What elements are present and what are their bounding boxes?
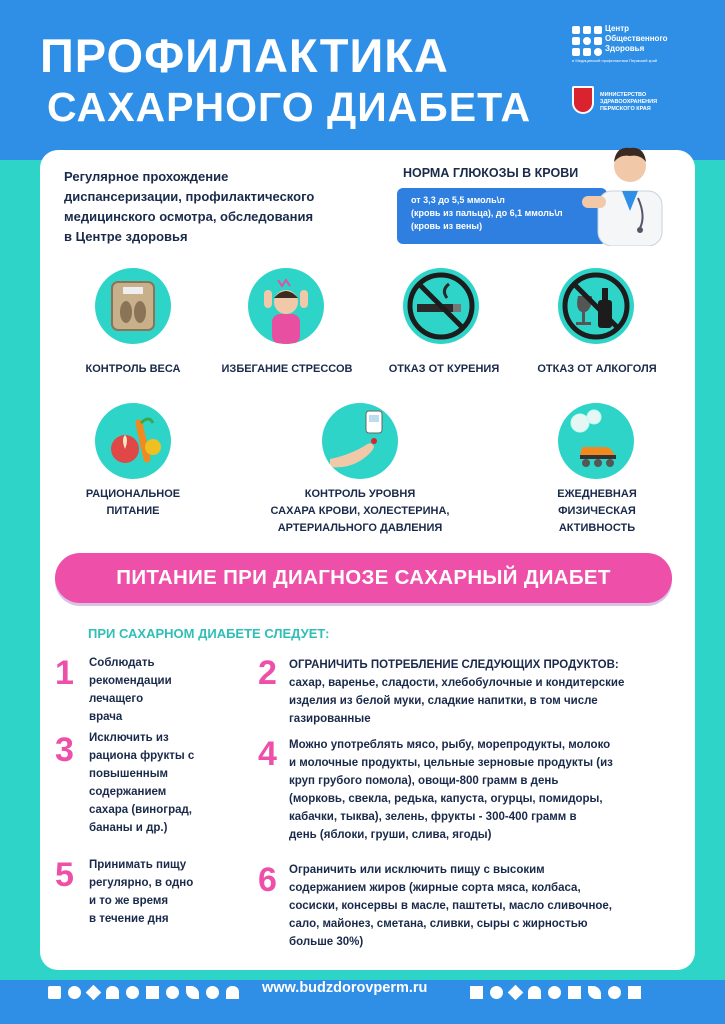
logo-center-line3: Здоровья	[605, 44, 645, 53]
list-item	[289, 656, 679, 728]
intro-line: диспансеризации, профилактического	[64, 189, 315, 204]
item-line: (морковь, свекла, редька, капуста, огурцы, помидоры,	[289, 793, 603, 805]
glucose-line: (кровь из пальца), до 6,1 ммоль\л	[411, 208, 563, 218]
list-item	[89, 654, 219, 726]
item-line: содержанием	[89, 786, 167, 798]
footer-website-link[interactable]: www.budzdorovperm.ru	[262, 980, 428, 996]
measure-label-weight: КОНТРОЛЬ ВЕСА	[85, 363, 181, 375]
glucometer-icon	[322, 403, 398, 479]
item-line: больше 30%)	[289, 936, 364, 948]
item-line: рекомендации	[89, 675, 172, 687]
item-line: повышенным	[89, 768, 169, 780]
item-line: Можно употреблять мясо, рыбу, морепродукты, молоко	[289, 739, 611, 751]
item-line: круп грубого помола), овощи-800 грамм в день	[289, 775, 559, 787]
item-line: Исключить из	[89, 732, 169, 744]
logo-center-line2: Общественного	[605, 34, 668, 43]
measure-label-line: АРТЕРИАЛЬНОГО ДАВЛЕНИЯ	[277, 522, 443, 534]
intro-line: в Центре здоровья	[64, 229, 188, 244]
measure-label-line: ЕЖЕДНЕВНАЯ	[557, 488, 637, 500]
item-number: 4	[258, 735, 277, 773]
item-line: и молочные продукты, цельные зерновые продукты (из	[289, 757, 613, 769]
page-title-line1: ПРОФИЛАКТИКА	[40, 29, 449, 82]
stress-icon	[248, 268, 324, 344]
measure-label-smoking: ОТКАЗ ОТ КУРЕНИЯ	[388, 363, 500, 375]
measure-label-line: КОНТРОЛЬ УРОВНЯ	[304, 488, 416, 500]
item-line: лечащего	[89, 693, 144, 705]
item-line: ОГРАНИЧИТЬ ПОТРЕБЛЕНИЕ СЛЕДУЮЩИХ ПРОДУКТОВ:	[289, 659, 619, 671]
logo-center-sub: и Медицинской профилактики Пермский край	[572, 58, 658, 63]
item-number: 6	[258, 861, 277, 899]
center-health-logo	[572, 22, 692, 68]
item-line: кабачки, тыква), зелень, фрукты - 300-400 грамм в	[289, 811, 577, 823]
doctor-icon	[580, 136, 680, 246]
measure-label-line: ПИТАНИЕ	[106, 505, 160, 517]
item-number: 2	[258, 654, 277, 692]
item-line: рациона фрукты с	[89, 750, 195, 762]
ministry-emblem-icon	[572, 86, 594, 114]
measure-label-line: АКТИВНОСТЬ	[558, 522, 636, 534]
logo-ministry-line2: ЗДРАВООХРАНЕНИЯ	[600, 99, 658, 105]
logo-ministry-line3: ПЕРМСКОГО КРАЯ	[600, 106, 651, 112]
item-line: врача	[89, 711, 123, 723]
item-line: регулярно, в одно	[89, 877, 194, 889]
item-line: Ограничить или исключить пищу с высоким	[289, 864, 545, 876]
item-line: изделия из белой муки, сладкие напитки, в том числе	[289, 695, 598, 707]
item-line: бананы и др.)	[89, 822, 168, 834]
nutrition-banner: ПИТАНИЕ ПРИ ДИАГНОЗЕ САХАРНЫЙ ДИАБЕТ	[55, 553, 672, 603]
logo-ministry-line1: МИНИСТЕРСТВО	[600, 92, 647, 98]
no-smoking-icon	[403, 268, 479, 344]
item-line: и то же время	[89, 895, 169, 907]
item-line: сосиски, консервы в масле, паштеты, масло сливочное,	[289, 900, 613, 912]
item-line: в течение дня	[89, 913, 169, 925]
list-item	[89, 729, 239, 837]
measure-label-nutrition	[72, 486, 194, 520]
list-item	[289, 736, 679, 844]
footer-shapes-left	[48, 984, 246, 1000]
footer-shapes-right	[470, 984, 648, 1000]
logo-dots-icon	[572, 26, 602, 56]
item-number: 5	[55, 856, 74, 894]
item-line: сахар, варенье, сладости, хлебобулочные и кондитерские	[289, 677, 625, 689]
item-line: газированные	[289, 713, 371, 725]
item-number: 1	[55, 654, 74, 692]
item-line: сало, майонез, сметана, сливки, сыры с жирностью	[289, 918, 588, 930]
item-line: Соблюдать	[89, 657, 155, 669]
intro-line: медицинского осмотра, обследования	[64, 209, 314, 224]
glucose-line: (кровь из вены)	[411, 221, 483, 231]
glucose-norm-box	[397, 188, 607, 244]
list-item	[289, 861, 679, 951]
intro-text	[64, 167, 364, 247]
item-number: 3	[55, 731, 74, 769]
page-title-line2: САХАРНОГО ДИАБЕТА	[47, 84, 532, 130]
list-item	[89, 856, 239, 928]
measure-label-line: ФИЗИЧЕСКАЯ	[558, 505, 636, 517]
measure-label-stress: ИЗБЕГАНИЕ СТРЕССОВ	[221, 363, 353, 375]
measure-label-alcohol: ОТКАЗ ОТ АЛКОГОЛЯ	[537, 363, 657, 375]
item-line: содержанием жиров (жирные сорта мяса, колбаса,	[289, 882, 581, 894]
scale-icon	[95, 268, 171, 344]
intro-line: Регулярное прохождение	[64, 169, 229, 184]
rollerskate-icon	[558, 403, 634, 479]
measure-label-activity	[536, 486, 658, 537]
measure-label-line: САХАРА КРОВИ, ХОЛЕСТЕРИНА,	[270, 505, 450, 517]
item-line: день (яблоки, груши, слива, ягоды)	[289, 829, 492, 841]
item-line: сахара (виноград,	[89, 804, 192, 816]
ministry-logo	[572, 86, 702, 126]
measure-label-control	[250, 486, 470, 537]
logo-center-line1: Центр	[605, 24, 630, 33]
measure-label-line: РАЦИОНАЛЬНОЕ	[85, 488, 181, 500]
no-alcohol-icon	[558, 268, 634, 344]
nutrition-subheading: ПРИ САХАРНОМ ДИАБЕТЕ СЛЕДУЕТ:	[88, 626, 330, 641]
glucose-line: от 3,3 до 5,5 ммоль\л	[411, 195, 505, 205]
glucose-norm-title: НОРМА ГЛЮКОЗЫ В КРОВИ	[403, 166, 579, 180]
item-line: Принимать пищу	[89, 859, 187, 871]
food-icon	[95, 403, 171, 479]
